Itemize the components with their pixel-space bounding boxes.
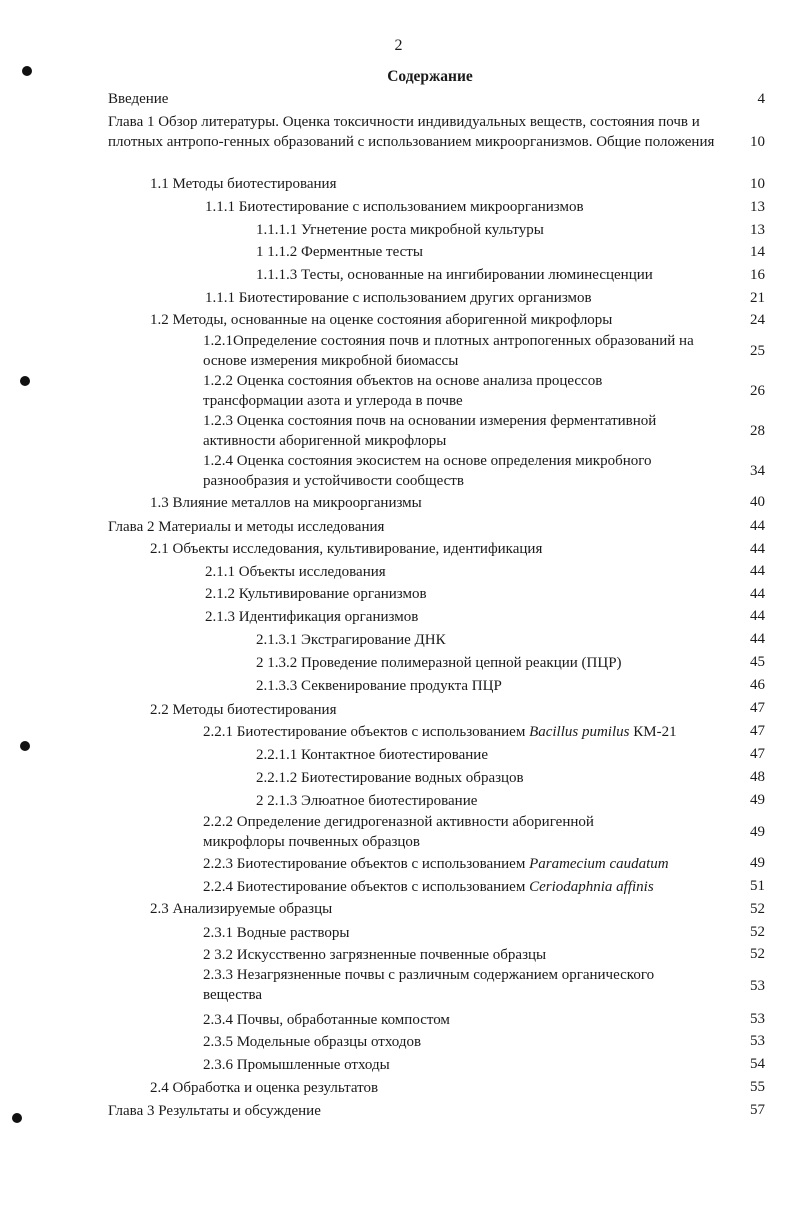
toc-entry-title	[203, 965, 703, 1005]
toc-entry-text: 2.2.2 Определение дегидрогеназной активности аборигенной микрофлоры почвенных образцов	[203, 814, 594, 850]
toc-entry-page-number: 51	[750, 878, 765, 894]
toc-entry-title	[203, 1055, 390, 1075]
scan-mark	[20, 376, 30, 386]
toc-entry-text: 1.1 Методы биотестирования	[150, 176, 337, 192]
toc-entry-text: 2.2.1.2 Биотестирование водных образцов	[256, 770, 524, 786]
toc-entry-text: 2.1 Объекты исследования, культивирование, идентификация	[150, 541, 543, 557]
toc-entry-page-number: 53	[750, 978, 765, 994]
toc-entry-title	[205, 562, 386, 582]
toc-entry-title	[108, 1101, 321, 1121]
toc-entry-text: Глава 2 Материалы и методы исследования	[108, 519, 385, 535]
scan-mark	[22, 66, 32, 76]
toc-entry-page-number: 40	[750, 494, 765, 510]
toc-entry-text: 2.2 Методы биотестирования	[150, 702, 337, 718]
toc-entry-text: 1.2.4 Оценка состояния экосистем на основе определения микробного разнообразия и устойчивости сообществ	[203, 453, 652, 489]
toc-entry-title	[205, 607, 418, 627]
toc-entry-page-number: 13	[750, 199, 765, 215]
toc-entry-title	[203, 945, 546, 965]
toc-entry-page-number: 47	[750, 746, 765, 762]
scan-mark	[20, 741, 30, 751]
toc-entry-text: 1.3 Влияние металлов на микроорганизмы	[150, 495, 422, 511]
toc-entry-text: 1.2 Методы, основанные на оценке состояния аборигенной микрофлоры	[150, 312, 613, 328]
toc-entry-title	[150, 899, 332, 919]
toc-entry-text: 2.1.3.3 Секвенирование продукта ПЦР	[256, 678, 502, 694]
toc-entry-page-number: 34	[750, 463, 765, 479]
toc-entry-page-number: 28	[750, 423, 765, 439]
toc-entry-text: 1.2.1Определение состояния почв и плотных антропогенных образований на основе измерения микробной биомассы	[203, 333, 694, 369]
toc-entry-text: 2 1.3.2 Проведение полимеразной цепной реакции (ПЦР)	[256, 655, 622, 671]
toc-entry-page-number: 49	[750, 855, 765, 871]
toc-entry-text: 2 3.2 Искусственно загрязненные почвенные образцы	[203, 947, 547, 963]
toc-entry-species-name: Paramecium caudatum	[529, 856, 669, 872]
page-title: Содержание	[387, 68, 473, 85]
toc-entry-suffix: КМ-21	[629, 724, 677, 740]
toc-entry-title	[150, 493, 422, 513]
toc-entry-text: 2 2.1.3 Элюатное биотестирование	[256, 793, 478, 809]
toc-entry-text: Введение	[108, 91, 169, 107]
toc-entry-page-number: 10	[750, 134, 765, 150]
toc-entry-text: 2.1.2 Культивирование организмов	[205, 586, 427, 602]
toc-entry-title	[256, 265, 653, 285]
toc-entry-page-number: 54	[750, 1056, 765, 1072]
toc-entry-title	[256, 653, 622, 673]
toc-entry-title	[150, 174, 336, 194]
toc-entry-text: 2.4 Обработка и оценка результатов	[150, 1080, 379, 1096]
toc-entry-title	[203, 722, 677, 742]
toc-entry-species-name: Ceriodaphnia affinis	[529, 879, 654, 895]
toc-entry-text: 2.3.6 Промышленные отходы	[203, 1057, 390, 1073]
toc-entry-text: 2.2.1 Биотестирование объектов с использованием	[203, 724, 530, 740]
toc-entry-text: 1.2.3 Оценка состояния почв на основании измерения ферментативной активности аборигенной микрофлоры	[203, 413, 657, 449]
toc-entry-page-number: 48	[750, 769, 765, 785]
toc-entry-page-number: 47	[750, 700, 765, 716]
toc-entry-page-number: 21	[750, 290, 765, 306]
toc-entry-page-number: 52	[750, 946, 765, 962]
toc-entry-text: 2.1.3.1 Экстрагирование ДНК	[256, 632, 446, 648]
toc-entry-page-number: 10	[750, 176, 765, 192]
toc-entry-title	[205, 197, 584, 217]
toc-entry-page-number: 4	[757, 91, 765, 107]
toc-entry-page-number: 44	[750, 563, 765, 579]
toc-entry-text: 1.1.1 Биотестирование с использованием других организмов	[205, 290, 592, 306]
toc-entry-text: 2.3.1 Водные растворы	[203, 925, 350, 941]
toc-entry-page-number: 45	[750, 654, 765, 670]
toc-entry-page-number: 14	[750, 244, 765, 260]
toc-entry-title	[203, 877, 654, 897]
page-number: 2	[394, 37, 403, 54]
toc-entry-title	[203, 371, 673, 411]
toc-entry-text: 2.1.1 Объекты исследования	[205, 564, 386, 580]
toc-entry-page-number: 52	[750, 901, 765, 917]
toc-entry-page-number: 53	[750, 1033, 765, 1049]
toc-entry-title	[203, 854, 669, 874]
toc-entry-text: 2.1.3 Идентификация организмов	[205, 609, 419, 625]
toc-entry-page-number: 24	[750, 312, 765, 328]
toc-entry-title	[150, 700, 336, 720]
toc-entry-text: 2.2.1.1 Контактное биотестирование	[256, 747, 488, 763]
toc-entry-text: 2.3.4 Почвы, обработанные компостом	[203, 1012, 450, 1028]
toc-entry-title	[108, 112, 728, 152]
toc-entry-title	[256, 630, 446, 650]
toc-entry-text: Глава 1 Обзор литературы. Оценка токсичности индивидуальных веществ, состояния почв и плотных антропо-генных образований с использованием микроорганизмов. Общие положения	[108, 114, 715, 150]
toc-entry-species-name: Bacillus pumilus	[529, 724, 630, 740]
toc-entry-title	[256, 791, 477, 811]
toc-entry-page-number: 25	[750, 343, 765, 359]
toc-entry-page-number: 44	[750, 518, 765, 534]
toc-entry-title	[203, 331, 733, 371]
toc-entry-title	[256, 745, 488, 765]
toc-entry-title	[150, 310, 612, 330]
toc-entry-title	[203, 451, 713, 491]
toc-entry-text: 2.3.5 Модельные образцы отходов	[203, 1034, 422, 1050]
toc-entry-page-number: 57	[750, 1102, 765, 1118]
toc-entry-title	[256, 220, 544, 240]
toc-entry-text: Глава 3 Результаты и обсуждение	[108, 1103, 321, 1119]
toc-entry-title	[256, 768, 524, 788]
toc-entry-page-number: 46	[750, 677, 765, 693]
toc-entry-text: 2.3 Анализируемые образцы	[150, 901, 333, 917]
toc-entry-page-number: 49	[750, 792, 765, 808]
toc-entry-title	[256, 242, 423, 262]
toc-entry-title	[150, 1078, 378, 1098]
toc-entry-text: 2.3.3 Незагрязненные почвы с различным содержанием органического вещества	[203, 967, 655, 1003]
toc-entry-text: 1.2.2 Оценка состояния объектов на основе анализа процессов трансформации азота и углерода в почве	[203, 373, 603, 409]
toc-entry-page-number: 44	[750, 541, 765, 557]
toc-entry-text: 1.1.1 Биотестирование с использованием микроорганизмов	[205, 199, 584, 215]
toc-entry-text: 2.2.4 Биотестирование объектов с использованием	[203, 879, 530, 895]
toc-entry-text: 2.2.3 Биотестирование объектов с использованием	[203, 856, 530, 872]
toc-entry-title	[203, 1010, 450, 1030]
toc-entry-title	[108, 89, 168, 109]
toc-entry-page-number: 13	[750, 222, 765, 238]
toc-entry-page-number: 53	[750, 1011, 765, 1027]
toc-entry-text: 1.1.1.1 Угнетение роста микробной культуры	[256, 222, 544, 238]
toc-entry-page-number: 52	[750, 924, 765, 940]
toc-entry-title	[150, 539, 542, 559]
toc-entry-title	[205, 288, 592, 308]
toc-entry-title	[205, 584, 427, 604]
toc-entry-page-number: 55	[750, 1079, 765, 1095]
toc-entry-page-number: 49	[750, 824, 765, 840]
toc-entry-title	[203, 923, 349, 943]
toc-entry-page-number: 44	[750, 586, 765, 602]
toc-entry-title	[203, 411, 713, 451]
toc-entry-page-number: 26	[750, 383, 765, 399]
toc-entry-page-number: 16	[750, 267, 765, 283]
toc-entry-page-number: 44	[750, 631, 765, 647]
toc-entry-title	[108, 517, 384, 537]
toc-entry-page-number: 47	[750, 723, 765, 739]
toc-entry-title	[256, 676, 502, 696]
toc-entry-page-number: 44	[750, 608, 765, 624]
toc-entry-title	[203, 812, 673, 852]
scan-mark	[12, 1113, 22, 1123]
toc-entry-title	[203, 1032, 421, 1052]
toc-entry-text: 1 1.1.2 Ферментные тесты	[256, 244, 423, 260]
toc-entry-text: 1.1.1.3 Тесты, основанные на ингибировании люминесценции	[256, 267, 653, 283]
